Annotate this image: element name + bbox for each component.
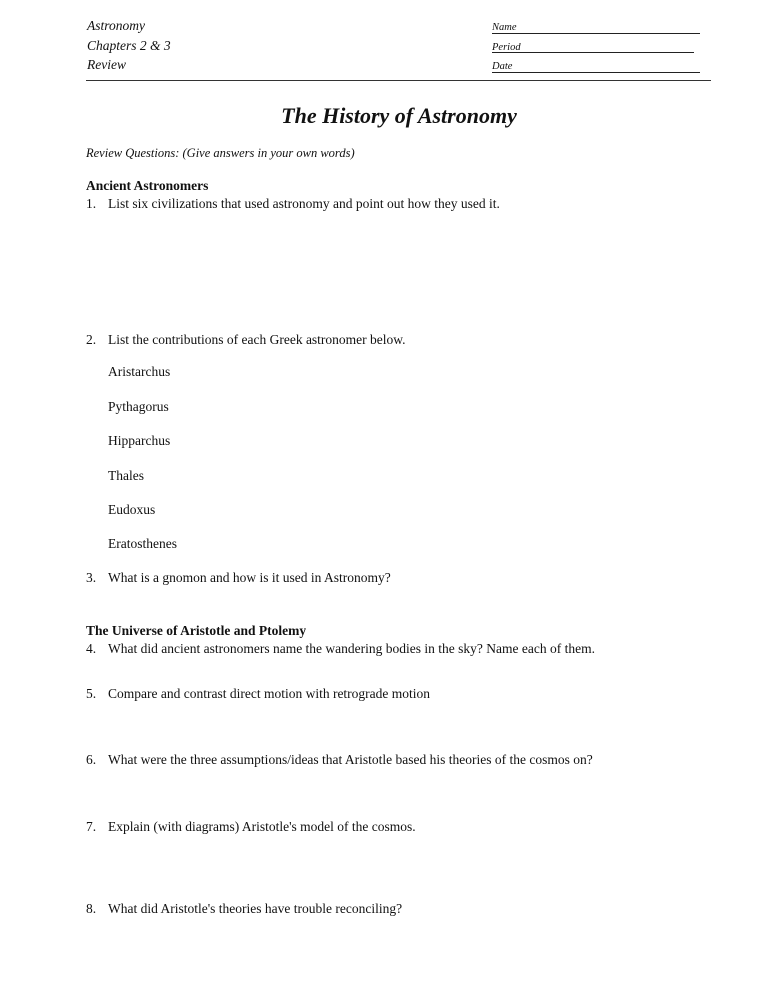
course-header [87,16,171,75]
question-number: 7. [86,819,97,834]
question-text: List the contributions of each Greek astronomer below. [108,332,406,347]
question-text: What is a gnomon and how is it used in Astronomy? [108,570,391,585]
question-7 [86,819,416,835]
astronomer-item: Pythagorus [108,399,169,414]
question-number: 3. [86,570,97,585]
question-6 [86,752,593,768]
question-text: What were the three assumptions/ideas that Aristotle based his theories of the cosmos on? [108,752,593,767]
date-underline [492,72,700,73]
question-number: 1. [86,196,97,211]
question-text: What did ancient astronomers name the wandering bodies in the sky? Name each of them. [108,641,595,656]
question-number: 2. [86,332,97,347]
name-underline [492,33,700,34]
student-info-fields [492,18,700,77]
question-text: Explain (with diagrams) Aristotle's model of the cosmos. [108,819,416,834]
astronomer-item: Hipparchus [108,433,171,448]
question-text: What did Aristotle's theories have trouble reconciling? [108,901,403,916]
section-heading-aristotle-ptolemy: The Universe of Aristotle and Ptolemy [86,623,307,638]
astronomer-item: Thales [108,468,144,483]
question-1 [86,196,500,212]
name-label: Name [492,22,517,33]
question-number: 8. [86,901,97,916]
question-3 [86,570,391,586]
instructions: Review Questions: (Give answers in your own words) [86,146,355,160]
header-divider [86,80,711,81]
question-text: List six civilizations that used astronomy and point out how they used it. [108,196,500,211]
question-4 [86,641,595,657]
question-2 [86,332,406,348]
name-field[interactable] [492,18,700,38]
question-text: Compare and contrast direct motion with retrograde motion [108,686,431,701]
question-number: 6. [86,752,97,767]
date-field[interactable] [492,57,700,77]
question-number: 4. [86,641,97,656]
page-title: The History of Astronomy [281,103,517,128]
astronomer-item: Eratosthenes [108,536,177,551]
period-label: Period [492,41,521,53]
chapters-label: Chapters 2 & 3 [87,37,171,53]
doc-type: Review [87,57,126,72]
section-heading-ancient-astronomers: Ancient Astronomers [86,178,209,193]
astronomer-item: Eudoxus [108,502,156,517]
period-underline [492,52,694,53]
period-field[interactable] [492,38,694,58]
question-number: 5. [86,686,97,701]
date-label: Date [492,61,513,72]
course-name: Astronomy [87,18,145,33]
question-5 [86,686,430,702]
astronomer-item: Aristarchus [108,364,171,379]
question-8 [86,901,402,917]
